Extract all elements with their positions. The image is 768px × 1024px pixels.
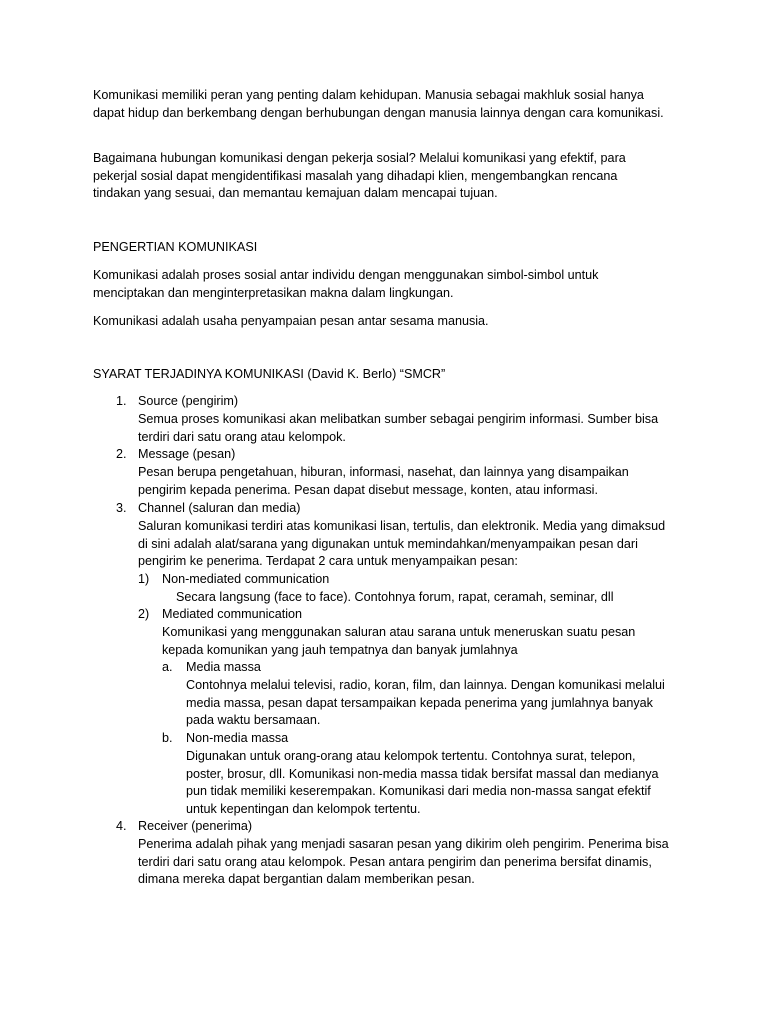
- subsublist-item-title: Non-media massa: [186, 731, 289, 745]
- sublist-item-desc: Komunikasi yang menggunakan saluran atau sarana untuk meneruskan suatu pesan kepada komunikan yang jauh tempatnya dan banyak jumlahnya: [162, 625, 636, 657]
- list-number: 4.: [116, 819, 127, 833]
- pengertian-paragraph-1: Komunikasi adalah proses sosial antar individu dengan menggunakan simbol-simbol untuk menciptakan dan menginterpretasikan makna dalam lingkungan.: [93, 268, 599, 300]
- sublist-number: 1): [138, 572, 150, 586]
- list-item-title: Message (pesan): [138, 447, 236, 461]
- list-item-desc: Penerima adalah pihak yang menjadi sasaran pesan yang dikirim oleh pengirim. Penerima bisa terdiri dari satu orang atau kelompok. Pesan antara pengirim dan penerima bersifat dinamis, dimana mereka dapat bergantian dalam memberikan pesan.: [138, 837, 669, 886]
- sublist-item-desc: Secara langsung (face to face). Contohnya forum, rapat, ceramah, seminar, dll: [176, 590, 614, 604]
- subsublist-item-desc: Digunakan untuk orang-orang atau kelompok tertentu. Contohnya surat, telepon, poster, brosur, dll. Komunikasi non-media massa tidak bersifat massal dan medianya pun tidak memiliki keserempakan. Komunikasi dari media non-massa sangat efektif untuk kepentingan dan kelompok tertentu.: [186, 749, 659, 816]
- subsublist-item-title: Media massa: [186, 660, 261, 674]
- sublist-item-title: Non-mediated communication: [162, 572, 330, 586]
- list-item-title: Channel (saluran dan media): [138, 501, 301, 515]
- list-number: 2.: [116, 447, 127, 461]
- section-heading-pengertian: PENGERTIAN KOMUNIKASI: [93, 240, 258, 254]
- pengertian-paragraph-2: Komunikasi adalah usaha penyampaian pesan antar sesama manusia.: [93, 314, 489, 328]
- intro-paragraph-2: Bagaimana hubungan komunikasi dengan pekerja sosial? Melalui komunikasi yang efektif, para pekerjal sosial dapat mengidentifikasi masalah yang dihadapi klien, mengembangkan rencana tindakan yang sesuai, dan memantau kemajuan dalam mencapai tujuan.: [93, 151, 626, 200]
- subsublist-number: b.: [162, 731, 173, 745]
- subsublist-item-desc: Contohnya melalui televisi, radio, koran, film, dan lainnya. Dengan komunikasi melalui media massa, pesan dapat tersampaikan kepada penerima yang jumlahnya banyak pada waktu bersamaan.: [186, 678, 665, 727]
- sublist-number: 2): [138, 607, 150, 621]
- list-item-desc: Pesan berupa pengetahuan, hiburan, informasi, nasehat, dan lainnya yang disampaikan pengirim kepada penerima. Pesan dapat disebut message, konten, atau informasi.: [138, 465, 629, 497]
- list-item-desc: Saluran komunikasi terdiri atas komunikasi lisan, tertulis, dan elektronik. Media yang dimaksud di sini adalah alat/sarana yang digunakan untuk memindahkan/menyampaikan pesan dari pengirim ke penerima. Terdapat 2 cara untuk menyampaikan pesan:: [138, 519, 666, 568]
- list-number: 3.: [116, 501, 127, 515]
- intro-paragraph-1: Komunikasi memiliki peran yang penting dalam kehidupan. Manusia sebagai makhluk sosial hanya dapat hidup dan berkembang dengan berhubungan dengan manusia lainnya dengan cara komunikasi.: [93, 88, 664, 120]
- list-item-title: Receiver (penerima): [138, 819, 253, 833]
- list-number: 1.: [116, 394, 127, 408]
- subsublist-number: a.: [162, 660, 173, 674]
- list-item-title: Source (pengirim): [138, 394, 239, 408]
- list-item-desc: Semua proses komunikasi akan melibatkan sumber sebagai pengirim informasi. Sumber bisa terdiri dari satu orang atau kelompok.: [138, 412, 659, 444]
- section-heading-syarat: SYARAT TERJADINYA KOMUNIKASI (David K. Berlo) “SMCR”: [93, 367, 446, 381]
- sublist-item-title: Mediated communication: [162, 607, 303, 621]
